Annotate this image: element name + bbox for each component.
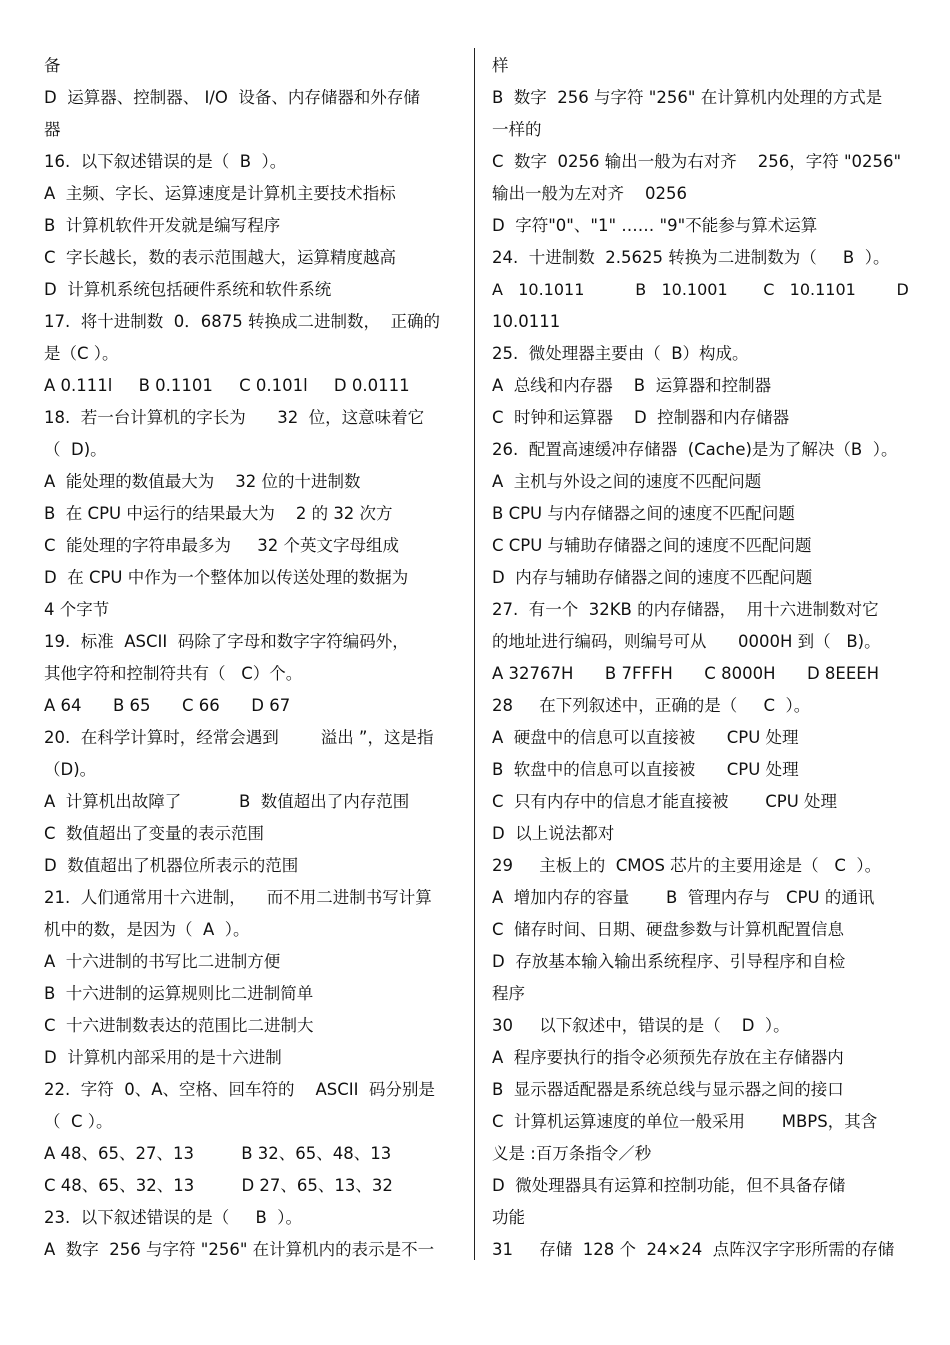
text-line: B 十六进制的运算规则比二进制简单: [44, 984, 314, 1003]
text-line: A 10.1011 B 10.1001 C 10.1101 D: [492, 280, 909, 299]
text-line: 器: [44, 120, 61, 139]
text-line: C 48、65、32、13 D 27、65、13、32: [44, 1176, 393, 1195]
text-line: 28 在下列叙述中，正确的是（ C ）。: [492, 696, 811, 715]
left-column: [44, 50, 460, 1266]
text-line: D 字符"0"、"1" …… "9"不能参与算术运算: [492, 216, 818, 235]
text-line: B 软盘中的信息可以直接被 CPU 处理: [492, 760, 799, 779]
text-line: C 十六进制数表达的范围比二进制大: [44, 1016, 314, 1035]
text-line: A 0.111l B 0.1101 C 0.101l D 0.0111: [44, 376, 410, 395]
text-line: A 计算机出故障了 B 数值超出了内存范围: [44, 792, 410, 811]
text-line: D 计算机内部采用的是十六进制: [44, 1048, 282, 1067]
text-line: 16. 以下叙述错误的是（ B ）。: [44, 152, 287, 171]
text-line: A 总线和内存器 B 运算器和控制器: [492, 376, 772, 395]
text-line: D 存放基本输入输出系统程序、引导程序和自检: [492, 952, 846, 971]
text-line: A 十六进制的书写比二进制方便: [44, 952, 281, 971]
text-line: 机中的数，是因为（ A ）。: [44, 920, 250, 939]
text-line: B 显示器适配器是系统总线与显示器之间的接口: [492, 1080, 844, 1099]
text-line: C 储存时间、日期、硬盘参数与计算机配置信息: [492, 920, 845, 939]
text-line: 21. 人们通常用十六进制， 而不用二进制书写计算: [44, 888, 432, 907]
text-line: A 64 B 65 C 66 D 67: [44, 696, 291, 715]
text-line: D 微处理器具有运算和控制功能，但不具备存储: [492, 1176, 846, 1195]
text-line: A 主频、字长、运算速度是计算机主要技术指标: [44, 184, 396, 203]
text-line: 31 存储 128 个 24×24 点阵汉字字形所需的存储: [492, 1240, 895, 1259]
text-line: C 数字 0256 输出一般为右对齐 256，字符 "0256": [492, 152, 902, 171]
text-line: （D)。: [44, 760, 97, 779]
text-line: 23. 以下叙述错误的是（ B ）。: [44, 1208, 303, 1227]
text-line: C 只有内存中的信息才能直接被 CPU 处理: [492, 792, 838, 811]
text-line: 10.0111: [492, 312, 561, 331]
text-line: C CPU 与辅助存储器之间的速度不匹配问题: [492, 536, 812, 555]
text-line: A 能处理的数值最大为 32 位的十进制数: [44, 472, 361, 491]
text-line: B 在 CPU 中运行的结果最大为 2 的 32 次方: [44, 504, 393, 523]
text-line: 22. 字符 0、A、空格、回车符的 ASCII 码分别是: [44, 1080, 435, 1099]
text-line: 17. 将十进制数 0．6875 转换成二进制数， 正确的: [44, 312, 440, 331]
text-line: 4 个字节: [44, 600, 110, 619]
text-line: C 字长越长，数的表示范围越大，运算精度越高: [44, 248, 397, 267]
text-line: 输出一般为左对齐 0256: [492, 184, 687, 203]
text-line: A 48、65、27、13 B 32、65、48、13: [44, 1144, 392, 1163]
text-line: D 运算器、控制器、 I/O 设备、内存储器和外存储: [44, 88, 420, 107]
text-line: 29 主板上的 CMOS 芯片的主要用途是（ C ）。: [492, 856, 882, 875]
text-line: 30 以下叙述中，错误的是（ D ）。: [492, 1016, 790, 1035]
text-line: 24. 十进制数 2.5625 转换为二进制数为（ B ）。: [492, 248, 890, 267]
text-line: A 32767H B 7FFFH C 8000H D 8EEEH: [492, 664, 880, 683]
text-line: B 计算机软件开发就是编写程序: [44, 216, 281, 235]
column-divider: [474, 48, 475, 1260]
right-column: [492, 50, 908, 1266]
text-line: 25. 微处理器主要由（ B）构成。: [492, 344, 749, 363]
text-line: 样: [492, 56, 509, 75]
text-line: 其他字符和控制符共有（ C）个。: [44, 664, 303, 683]
text-line: A 硬盘中的信息可以直接被 CPU 处理: [492, 728, 799, 747]
text-line: D 内存与辅助存储器之间的速度不匹配问题: [492, 568, 813, 587]
text-line: A 数字 256 与字符 "256" 在计算机内的表示是不一: [44, 1240, 435, 1259]
text-line: C 计算机运算速度的单位一般采用 MBPS，其含: [492, 1112, 878, 1131]
text-line: B 数字 256 与字符 "256" 在计算机内处理的方式是: [492, 88, 883, 107]
text-line: C 时钟和运算器 D 控制器和内存储器: [492, 408, 790, 427]
text-line: 19. 标准 ASCII 码除了字母和数字字符编码外，: [44, 632, 409, 651]
text-line: 义是 :百万条指令／秒: [492, 1144, 652, 1163]
text-line: 功能: [492, 1208, 525, 1227]
text-line: D 数值超出了机器位所表示的范围: [44, 856, 299, 875]
text-line: （ D)。: [44, 440, 107, 459]
text-line: D 在 CPU 中作为一个整体加以传送处理的数据为: [44, 568, 409, 587]
text-line: 一样的: [492, 120, 542, 139]
text-line: 程序: [492, 984, 525, 1003]
text-line: D 以上说法都对: [492, 824, 615, 843]
text-line: D 计算机系统包括硬件系统和软件系统: [44, 280, 332, 299]
text-line: A 主机与外设之间的速度不匹配问题: [492, 472, 762, 491]
text-line: 的地址进行编码，则编号可从 0000H 到（ B)。: [492, 632, 881, 651]
text-line: 20. 在科学计算时，经常会遇到 溢出 ”，这是指: [44, 728, 434, 747]
text-line: 27. 有一个 32KB 的内存储器， 用十六进制数对它: [492, 600, 879, 619]
text-line: B CPU 与内存储器之间的速度不匹配问题: [492, 504, 795, 523]
text-line: C 能处理的字符串最多为 32 个英文字母组成: [44, 536, 399, 555]
text-line: （ C ）。: [44, 1112, 113, 1131]
text-line: A 增加内存的容量 B 管理内存与 CPU 的通讯: [492, 888, 875, 907]
text-line: 18. 若一台计算机的字长为 32 位，这意味着它: [44, 408, 425, 427]
text-line: 26. 配置高速缓冲存储器 (Cache)是为了解决（B ）。: [492, 440, 898, 459]
text-line: C 数值超出了变量的表示范围: [44, 824, 265, 843]
text-line: 备: [44, 56, 61, 75]
text-line: 是（C ）。: [44, 344, 119, 363]
text-line: A 程序要执行的指令必须预先存放在主存储器内: [492, 1048, 844, 1067]
